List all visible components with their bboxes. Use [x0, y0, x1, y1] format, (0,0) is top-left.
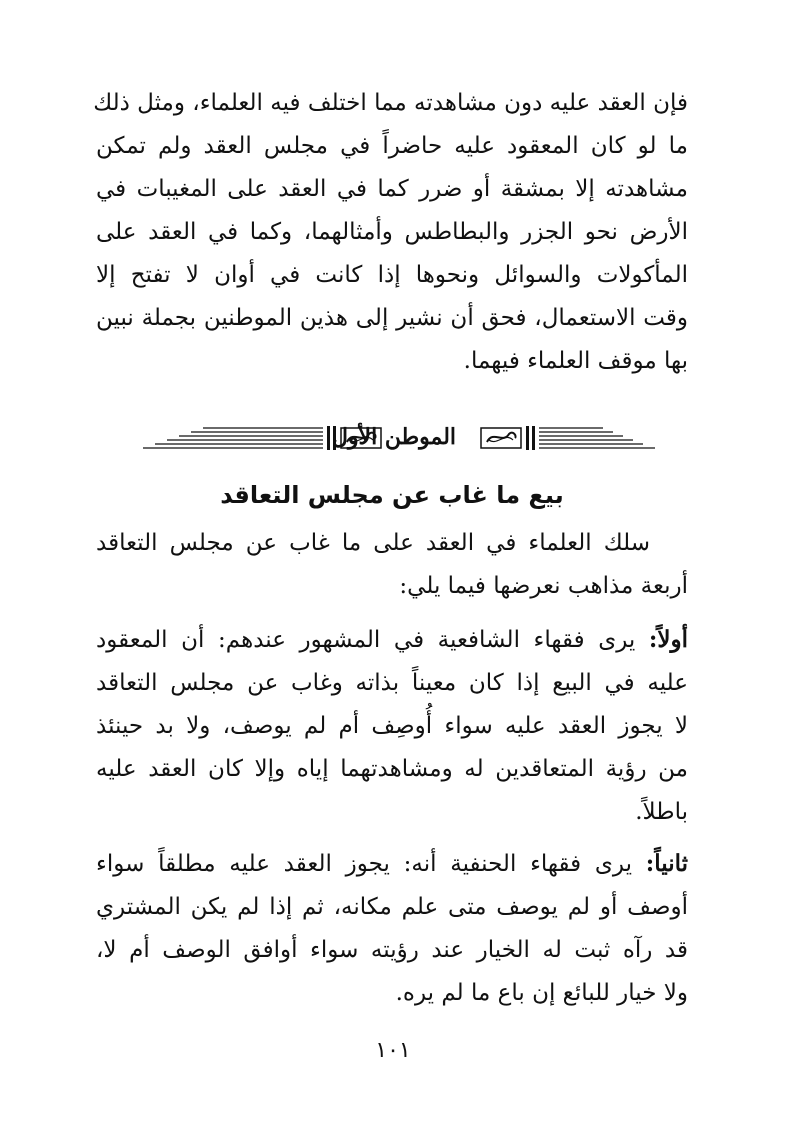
text-line: عليه في البيع إذا كان معيناً بذاته وغاب عن مجلس التعاقد — [96, 670, 688, 696]
text-line: باطلاً. — [635, 799, 688, 825]
text-line: أوصف أو لم يوصف متى علم مكانه، ثم إذا لم يكن المشتري — [96, 894, 688, 920]
intro-paragraph — [93, 82, 688, 383]
section-heading: الموطن الأول — [331, 424, 457, 450]
second-opinion-paragraph — [96, 842, 688, 1015]
lead-word: ثانياً: — [645, 850, 688, 877]
text-line: ولا خيار للبائع إن باع ما لم يره. — [395, 980, 688, 1006]
text-line — [96, 842, 688, 886]
text-line: من رؤية المتعاقدين له ومشاهدتهما إياه وإلا كان العقد عليه — [96, 756, 688, 782]
text-line: سلك العلماء في العقد على ما غاب عن مجلس التعاقد — [96, 530, 650, 556]
schools-paragraph — [96, 522, 688, 608]
text-line: مشاهدته إلا بمشقة أو ضرر كما في العقد على المغيبات في — [96, 176, 688, 202]
text-segment: يرى فقهاء الشافعية في المشهور عندهم: أن المعقود — [96, 627, 649, 653]
text-line: بها موقف العلماء فيهما. — [463, 348, 688, 374]
text-segment: يرى فقهاء الحنفية أنه: يجوز العقد عليه مطلقاً سواء — [96, 851, 646, 877]
text-line: المأكولات والسوائل ونحوها إذا كانت في أوان لا تفتح إلا — [96, 262, 688, 288]
text-line — [96, 618, 688, 662]
lead-word: أولاً: — [648, 626, 688, 653]
page-number: ١٠١ — [375, 1038, 411, 1063]
text-line: أربعة مذاهب نعرضها فيما يلي: — [399, 573, 688, 599]
text-line: قد رآه ثبت له الخيار عند رؤيته سواء أوافق الوصف أم لا، — [96, 937, 688, 963]
text-line: ما لو كان المعقود عليه حاضراً في مجلس العقد ولم تمكن — [96, 133, 688, 159]
text-line: لا يجوز العقد عليه سواء أُوصِف أم لم يوصف، ولا بد حينئذ — [96, 713, 688, 739]
section-title: بيع ما غاب عن مجلس التعاقد — [220, 481, 564, 509]
text-line: الأرض نحو الجزر والبطاطس وأمثالهما، وكما في العقد على — [96, 219, 688, 245]
text-line: فإن العقد عليه دون مشاهدته مما اختلف فيه العلماء، ومثل ذلك — [93, 90, 688, 116]
first-opinion-paragraph — [96, 618, 688, 834]
text-line: وقت الاستعمال، فحق أن نشير إلى هذين الموطنين بجملة نبين — [96, 305, 688, 331]
